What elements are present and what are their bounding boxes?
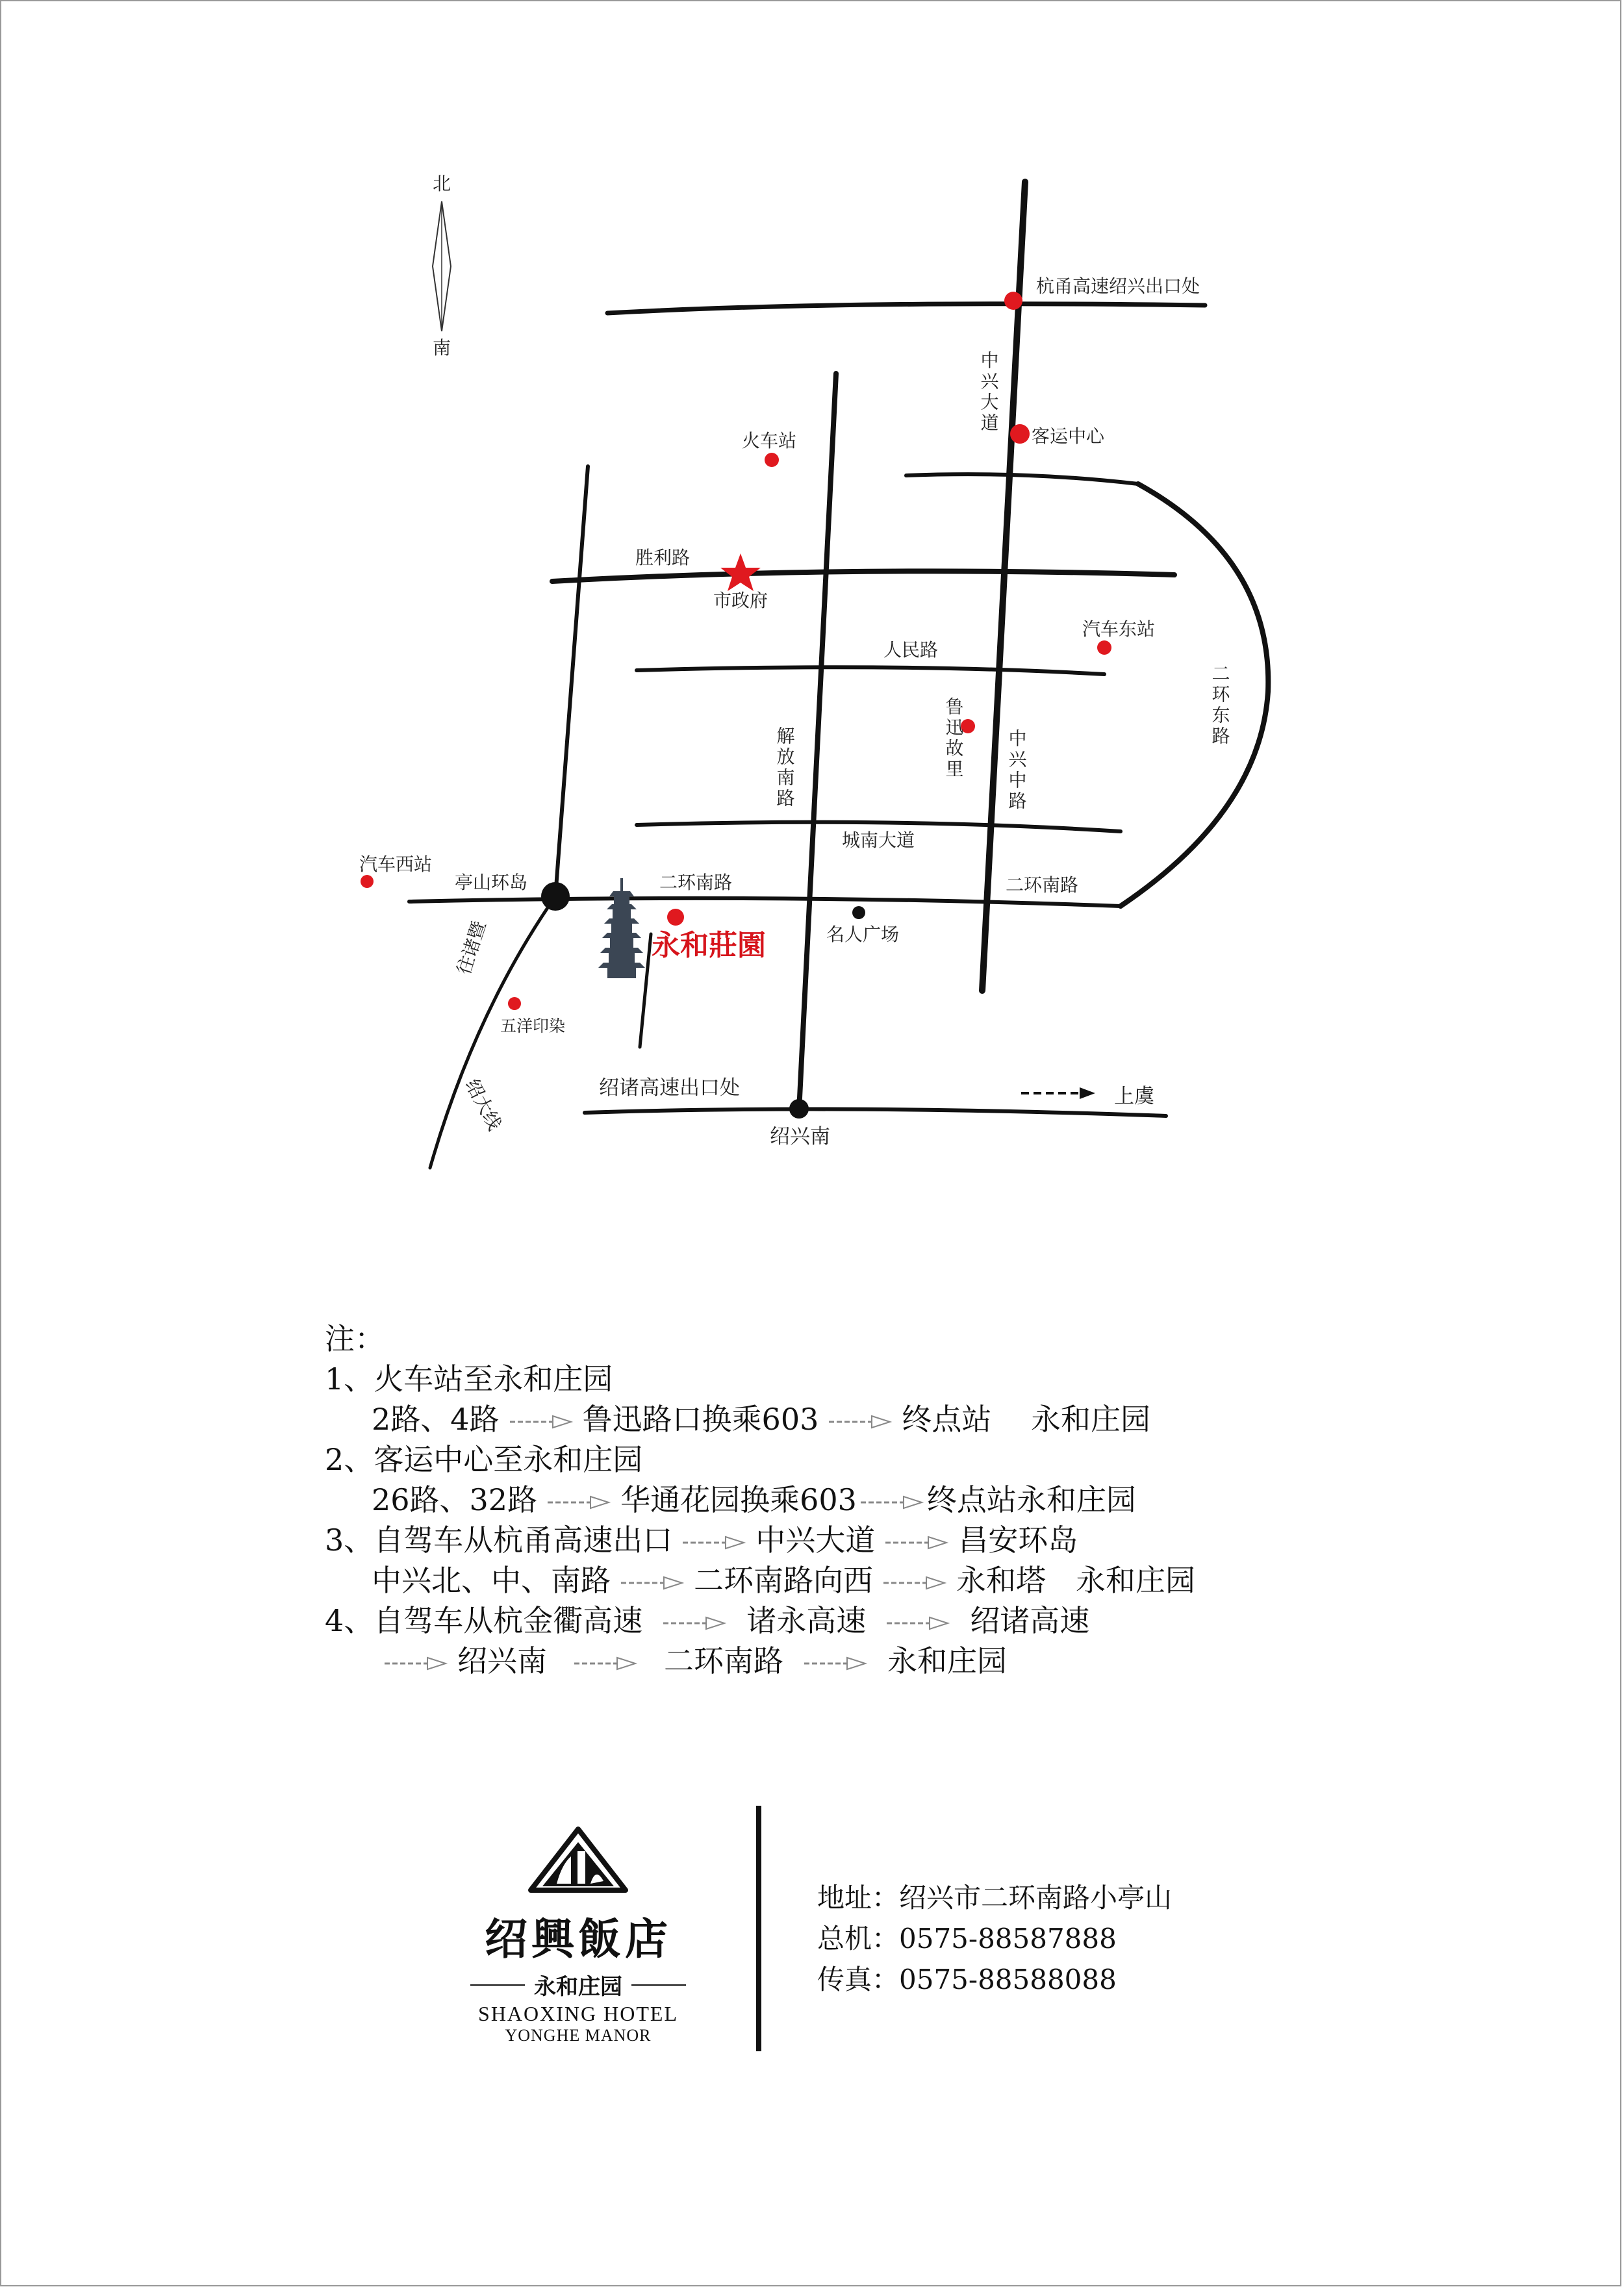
arrow-icon: [828, 1414, 893, 1430]
hotel-name-en: SHAOXING HOTEL: [478, 2002, 678, 2025]
label-renmin-road: 人民路: [883, 639, 939, 661]
label-zhongxing-dadao: 中兴大道: [978, 351, 1000, 434]
route-2-step-c: 终点站永和庄园: [926, 1482, 1136, 1517]
contact-info: [817, 1877, 1172, 2000]
label-bus-west: 汽车西站: [359, 854, 433, 875]
road-erhuan-east: [1121, 484, 1268, 906]
city-government-star-icon: [720, 553, 761, 591]
route-4-step-b: 诸永高速: [746, 1603, 867, 1638]
label-bus-east: 汽车东站: [1082, 618, 1156, 640]
road-renmin: [637, 667, 1104, 674]
label-jiefang-south: 解放南路: [774, 726, 796, 809]
label-shaozhu-exit: 绍诸高速出口处: [599, 1076, 740, 1100]
train-station-marker: [765, 453, 779, 467]
label-erhuan-south-east: 二环南路: [1006, 874, 1079, 896]
tingshan-roundabout-marker: [541, 882, 570, 911]
route-3-step-d: 中兴北、中、南路: [372, 1563, 611, 1598]
route-3-line-1: [325, 1520, 1078, 1560]
compass-north-label: 北: [432, 173, 451, 194]
hotel-emblem-icon: [523, 1825, 633, 1897]
arrow-icon: [509, 1414, 574, 1430]
shaoxing-south-junction-marker: [789, 1099, 809, 1119]
hotel-sub-en: YONGHE MANOR: [505, 2026, 652, 2045]
label-hotel: 永和莊園: [652, 929, 766, 962]
road-jiefang: [799, 373, 836, 1111]
route-3-step-b: 中兴大道: [755, 1523, 876, 1558]
road-hangyong-highway: [607, 304, 1205, 313]
route-1-step-c: 终点站 永和庄园: [902, 1402, 1150, 1437]
hotel-logo: [455, 1825, 702, 2045]
arrow-icon: [884, 1535, 949, 1550]
arrow-icon: [882, 1575, 947, 1591]
keyun-center-marker: [1010, 424, 1030, 444]
arrow-icon: [859, 1495, 924, 1510]
hangyong-exit-marker: [1004, 292, 1022, 310]
hotel-marker: [667, 909, 684, 926]
arrow-icon: [546, 1495, 611, 1510]
route-3-step-e: 二环南路向西: [694, 1563, 873, 1598]
label-erhuan-east: 二环东路: [1209, 664, 1231, 747]
pagoda-icon: [598, 878, 645, 978]
hotel-sub-cn: 永和庄园: [455, 1969, 702, 2001]
wuyang-marker: [508, 997, 521, 1010]
route-4-step-c: 绍诸高速: [970, 1603, 1090, 1638]
route-1-step-b: 鲁迅路口换乘603: [582, 1402, 819, 1437]
road-north-cross: [906, 474, 1138, 484]
road-erhuan-south: [409, 898, 1121, 906]
route-4-step-e: 二环南路: [664, 1643, 783, 1678]
route-3-step-a: 3、自驾车从杭甬高速出口: [325, 1523, 673, 1558]
arrow-icon: [803, 1656, 868, 1671]
label-shaoxing-south: 绍兴南: [770, 1125, 830, 1148]
route-4-line-2: [383, 1641, 1007, 1681]
label-shangyu: 上虞: [1114, 1085, 1154, 1108]
compass-south-label: 南: [432, 337, 451, 359]
route-1-step-a: 2路、4路: [372, 1402, 500, 1437]
road-small-vertical: [640, 934, 651, 1047]
route-1-steps: [372, 1399, 1150, 1439]
contact-phone: 总机：0575-88587888: [817, 1923, 1117, 1954]
label-shaoda: 绍大线: [461, 1075, 506, 1134]
route-2-step-b: 华通花园换乘603: [620, 1482, 857, 1517]
route-3-step-c: 昌安环岛: [958, 1523, 1078, 1558]
arrow-icon: [885, 1615, 950, 1631]
route-4-step-a: 4、自驾车从杭金衢高速: [325, 1603, 643, 1638]
notes-heading: 注：: [325, 1321, 385, 1356]
route-3-step-f: 永和塔 永和庄园: [956, 1563, 1195, 1598]
label-tingshan: 亭山环岛: [455, 872, 528, 893]
label-train-station: 火车站: [742, 430, 797, 451]
route-1-title: 1、火车站至永和庄园: [325, 1361, 613, 1397]
route-4-line-1: [325, 1600, 1089, 1641]
route-2-title: 2、客运中心至永和庄园: [325, 1442, 643, 1477]
arrow-icon: [383, 1656, 448, 1671]
hotel-name-cn: 绍興飯店: [485, 1914, 672, 1964]
compass-icon: [433, 201, 451, 331]
route-2-steps: [372, 1480, 1136, 1520]
arrow-icon: [620, 1575, 685, 1591]
label-city-government: 市政府: [713, 590, 768, 611]
arrow-icon: [573, 1656, 638, 1671]
label-celebrity-square: 名人广场: [826, 924, 900, 945]
arrow-icon: [681, 1535, 746, 1550]
route-3-line-2: [372, 1560, 1195, 1600]
label-to-zhuji: 往诸暨: [453, 918, 490, 978]
shangyu-arrow-icon: [1021, 1087, 1095, 1099]
label-wuyang: 五洋印染: [500, 1017, 566, 1035]
bus-east-marker: [1097, 640, 1111, 655]
route-2-step-a: 26路、32路: [372, 1482, 538, 1517]
label-zhongxing-middle: 中兴中路: [1006, 729, 1028, 812]
road-shaozhu-highway: [585, 1109, 1166, 1116]
bus-west-marker: [361, 875, 374, 888]
arrow-icon: [662, 1615, 727, 1631]
label-keyun-center: 客运中心: [1032, 425, 1105, 447]
contact-fax: 传真：0575-88588088: [817, 1964, 1117, 1995]
label-chengnan: 城南大道: [842, 829, 915, 851]
contact-address: 地址：绍兴市二环南路小亭山: [817, 1882, 1173, 1914]
label-shengli-road: 胜利路: [635, 547, 691, 568]
route-4-step-d: 绍兴南: [457, 1643, 547, 1678]
celebrity-square-marker: [852, 906, 865, 919]
road-west: [555, 466, 588, 896]
label-luxun-home: 鲁迅故里: [943, 697, 965, 780]
label-erhuan-south-west: 二环南路: [659, 872, 733, 893]
label-hangyong-exit: 杭甬高速绍兴出口处: [1036, 275, 1200, 297]
footer-divider: [756, 1806, 761, 2051]
road-shengli: [552, 571, 1174, 581]
route-4-step-f: 永和庄园: [887, 1643, 1007, 1678]
